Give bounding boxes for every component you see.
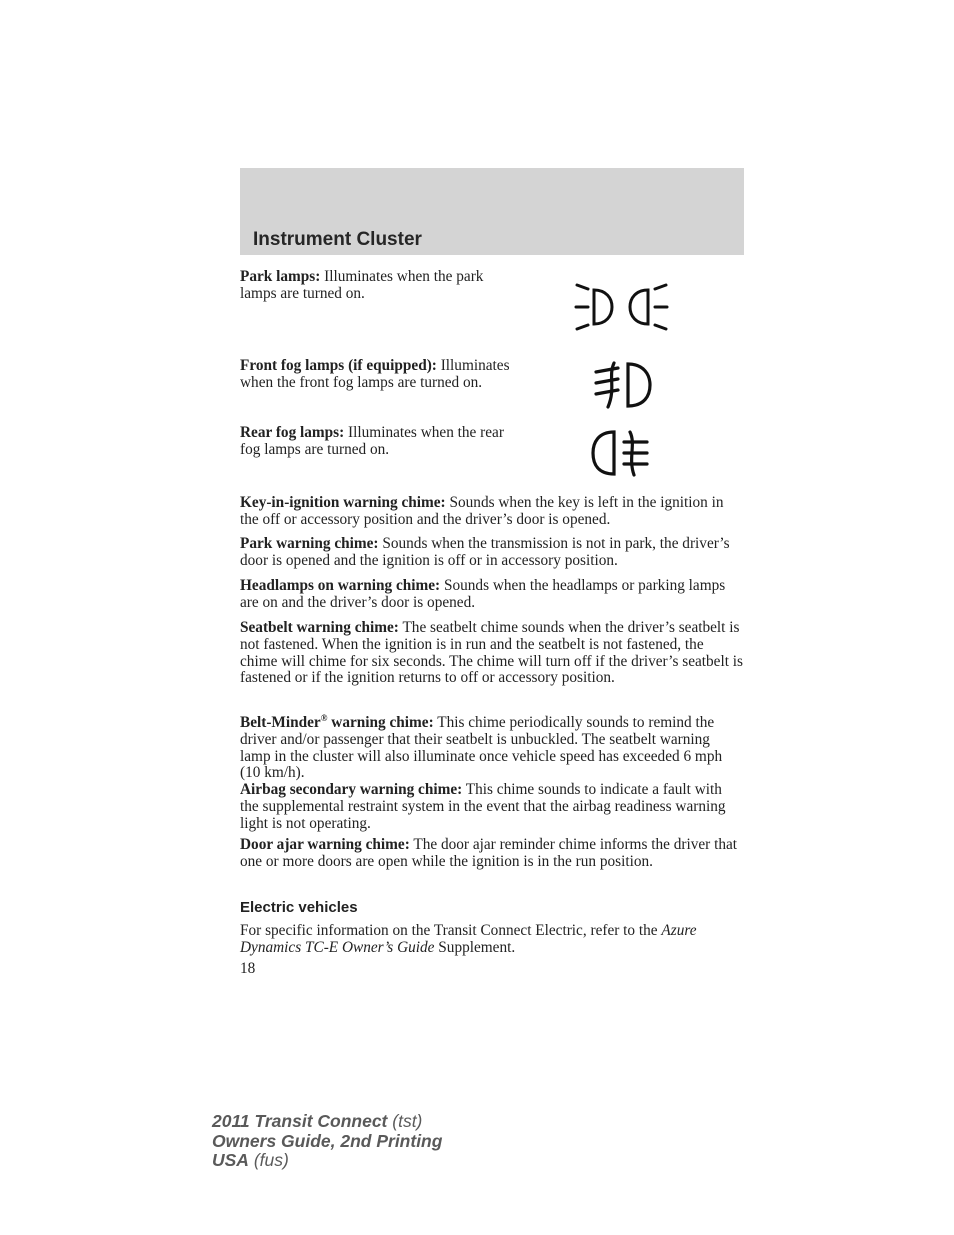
park-lamps-term: Park lamps: xyxy=(240,268,321,285)
door-ajar-chime-text: The door ajar reminder chime informs the driver that one or more doors are open while the ignition is in the run position. xyxy=(240,836,738,870)
belt-minder-chime-term xyxy=(240,714,434,731)
registered-mark: ® xyxy=(320,713,328,723)
front-fog-lamps-paragraph xyxy=(240,358,510,392)
front-fog-lamps-term: Front fog lamps (if equipped): xyxy=(240,357,437,374)
park-warning-chime-term: Park warning chime: xyxy=(240,535,379,552)
rear-fog-lamps-paragraph xyxy=(240,425,510,459)
airbag-secondary-chime-text: This chime sounds to indicate a fault with the supplemental restraint system in the event that the airbag readiness warning light is not operating. xyxy=(240,781,726,832)
front-fog-lamps-icon xyxy=(592,358,654,417)
section-title: Instrument Cluster xyxy=(253,229,422,250)
footer-printing: Owners Guide, 2nd Printing xyxy=(212,1130,443,1151)
door-ajar-chime-term: Door ajar warning chime: xyxy=(240,836,410,853)
seatbelt-chime-term: Seatbelt warning chime: xyxy=(240,619,399,636)
park-lamps-icon xyxy=(572,280,672,339)
door-ajar-chime-paragraph xyxy=(240,837,744,871)
rear-fog-lamps-icon xyxy=(590,426,652,485)
footer-model-code: (tst) xyxy=(387,1111,423,1131)
electric-text-before: For specific information on the Transit Connect Electric, refer to the xyxy=(240,922,662,939)
section-header-band xyxy=(240,168,744,255)
footer-imprint xyxy=(212,1112,442,1171)
airbag-secondary-chime-term: Airbag secondary warning chime: xyxy=(240,781,463,798)
front-fog-lamps-text: Illuminates when the front fog lamps are turned on. xyxy=(240,357,510,391)
belt-minder-term-suffix: warning chime: xyxy=(327,714,434,732)
belt-minder-chime-text: This chime periodically sounds to remind the driver and/or passenger that their seatbelt is unbuckled. The seatbelt warning lamp in the cluster will also illuminate once vehicle speed has exceeded 6 mph (10 km/h). xyxy=(240,714,723,782)
park-warning-chime-text: Sounds when the transmission is not in park, the driver’s door is opened and the ignition is off or in accessory position. xyxy=(240,535,730,569)
electric-guide-title: Azure Dynamics TC-E Owner’s Guide xyxy=(240,922,697,956)
footer-line-3 xyxy=(212,1151,442,1171)
electric-text-after: Supplement. xyxy=(434,938,516,956)
page-number: 18 xyxy=(240,960,256,977)
headlamps-on-chime-text: Sounds when the headlamps or parking lamps are on and the driver’s door is opened. xyxy=(240,577,726,611)
park-lamps-text: Illuminates when the park lamps are turned on. xyxy=(240,268,484,302)
headlamps-on-chime-paragraph xyxy=(240,578,744,612)
key-in-ignition-chime-text: Sounds when the key is left in the ignition in the off or accessory position and the driver’s door is opened. xyxy=(240,494,724,528)
key-in-ignition-chime-term: Key-in-ignition warning chime: xyxy=(240,494,446,511)
airbag-secondary-chime-paragraph xyxy=(240,782,744,832)
footer-model: 2011 Transit Connect xyxy=(212,1111,388,1131)
footer-market: USA xyxy=(212,1150,249,1170)
seatbelt-chime-paragraph xyxy=(240,620,744,687)
belt-minder-chime-paragraph xyxy=(240,710,744,782)
headlamps-on-chime-term: Headlamps on warning chime: xyxy=(240,577,441,594)
key-in-ignition-chime-paragraph xyxy=(240,495,744,529)
rear-fog-lamps-term: Rear fog lamps: xyxy=(240,424,345,441)
park-warning-chime-paragraph xyxy=(240,536,744,570)
electric-vehicles-heading: Electric vehicles xyxy=(240,899,358,916)
electric-vehicles-paragraph xyxy=(240,923,744,957)
footer-line-2 xyxy=(212,1132,442,1152)
park-lamps-paragraph xyxy=(240,269,510,303)
rear-fog-lamps-text: Illuminates when the rear fog lamps are turned on. xyxy=(240,424,504,458)
seatbelt-chime-text: The seatbelt chime sounds when the driver’s seatbelt is not fastened. When the ignition is in run and the seatbelt is not fastened, the chime will chime for six seconds. The chime will turn off if the driver’s seatbelt is fastened or if the ignition returns to off or accessory position. xyxy=(240,619,743,687)
footer-line-1 xyxy=(212,1112,442,1132)
belt-minder-term-name: Belt-Minder xyxy=(240,714,321,732)
footer-market-code: (fus) xyxy=(248,1150,289,1170)
